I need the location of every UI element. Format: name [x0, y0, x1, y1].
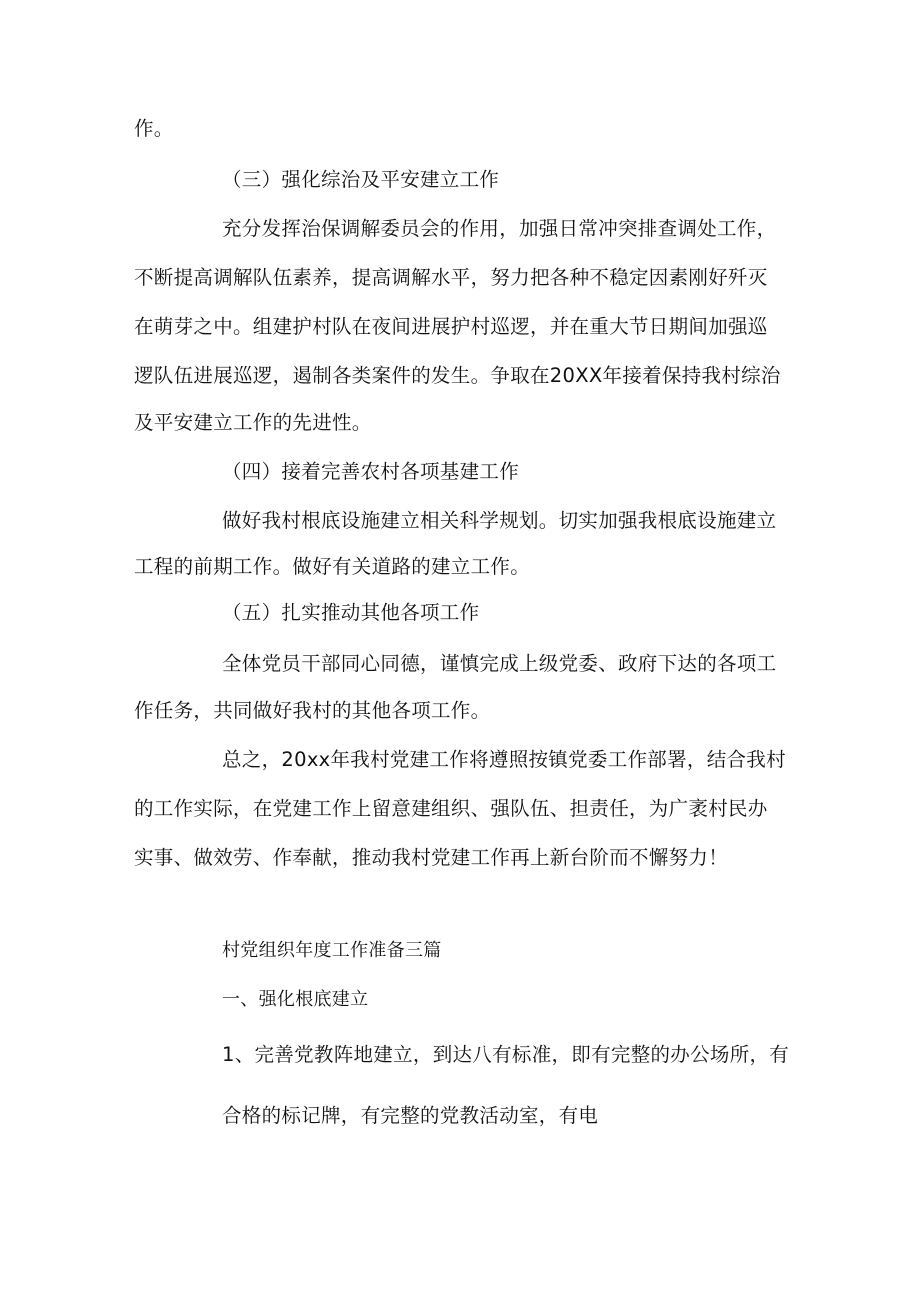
paragraph-line: 合格的标记牌，有完整的党教活动室，有电: [222, 1104, 599, 1127]
paragraph-continuation: 作。: [134, 117, 174, 140]
section-heading-3: （三）强化综治及平安建立工作: [222, 168, 500, 191]
subsection-heading-1: 一、强化根底建立: [222, 989, 369, 1010]
paragraph-line: 作任务，共同做好我村的其他各项工作。: [134, 699, 491, 722]
paragraph-line: 在萌芽之中。组建护村队在夜间进展护村巡逻，并在重大节日期间加强巡: [134, 315, 768, 338]
paragraph-line: 充分发挥治保调解委员会的作用，加强日常冲突排查调处工作，: [222, 217, 777, 240]
section-heading-4: （四）接着完善农村各项基建工作: [222, 460, 520, 483]
paragraph-line: 的工作实际，在党建工作上留意建组织、强队伍、担责任，为广袤村民办: [134, 797, 768, 820]
paragraph-line: 及平安建立工作的先进性。: [134, 411, 372, 434]
paragraph-line: 1、完善党教阵地建立，到达八有标准，即有完整的办公场所，有: [222, 1043, 790, 1066]
document-title: 村党组织年度工作准备三篇: [222, 940, 442, 961]
paragraph-line: 全体党员干部同心同德，谨慎完成上级党委、政府下达的各项工: [222, 652, 777, 675]
paragraph-line: 做好我村根底设施建立相关科学规划。切实加强我根底设施建立: [222, 509, 777, 532]
paragraph-line: 不断提高调解队伍素养，提高调解水平，努力把各种不稳定因素刚好歼灭: [134, 266, 768, 289]
paragraph-line: 逻队伍进展巡逻，遏制各类案件的发生。争取在20XX年接着保持我村综治: [134, 364, 781, 387]
section-heading-5: （五）扎实推动其他各项工作: [222, 601, 480, 624]
paragraph-line: 总之，20xx年我村党建工作将遵照按镇党委工作部署，结合我村: [222, 748, 786, 771]
paragraph-line: 实事、做效劳、作奉献，推动我村党建工作再上新台阶而不懈努力！: [134, 846, 729, 869]
paragraph-line: 工程的前期工作。做好有关道路的建立工作。: [134, 555, 531, 578]
